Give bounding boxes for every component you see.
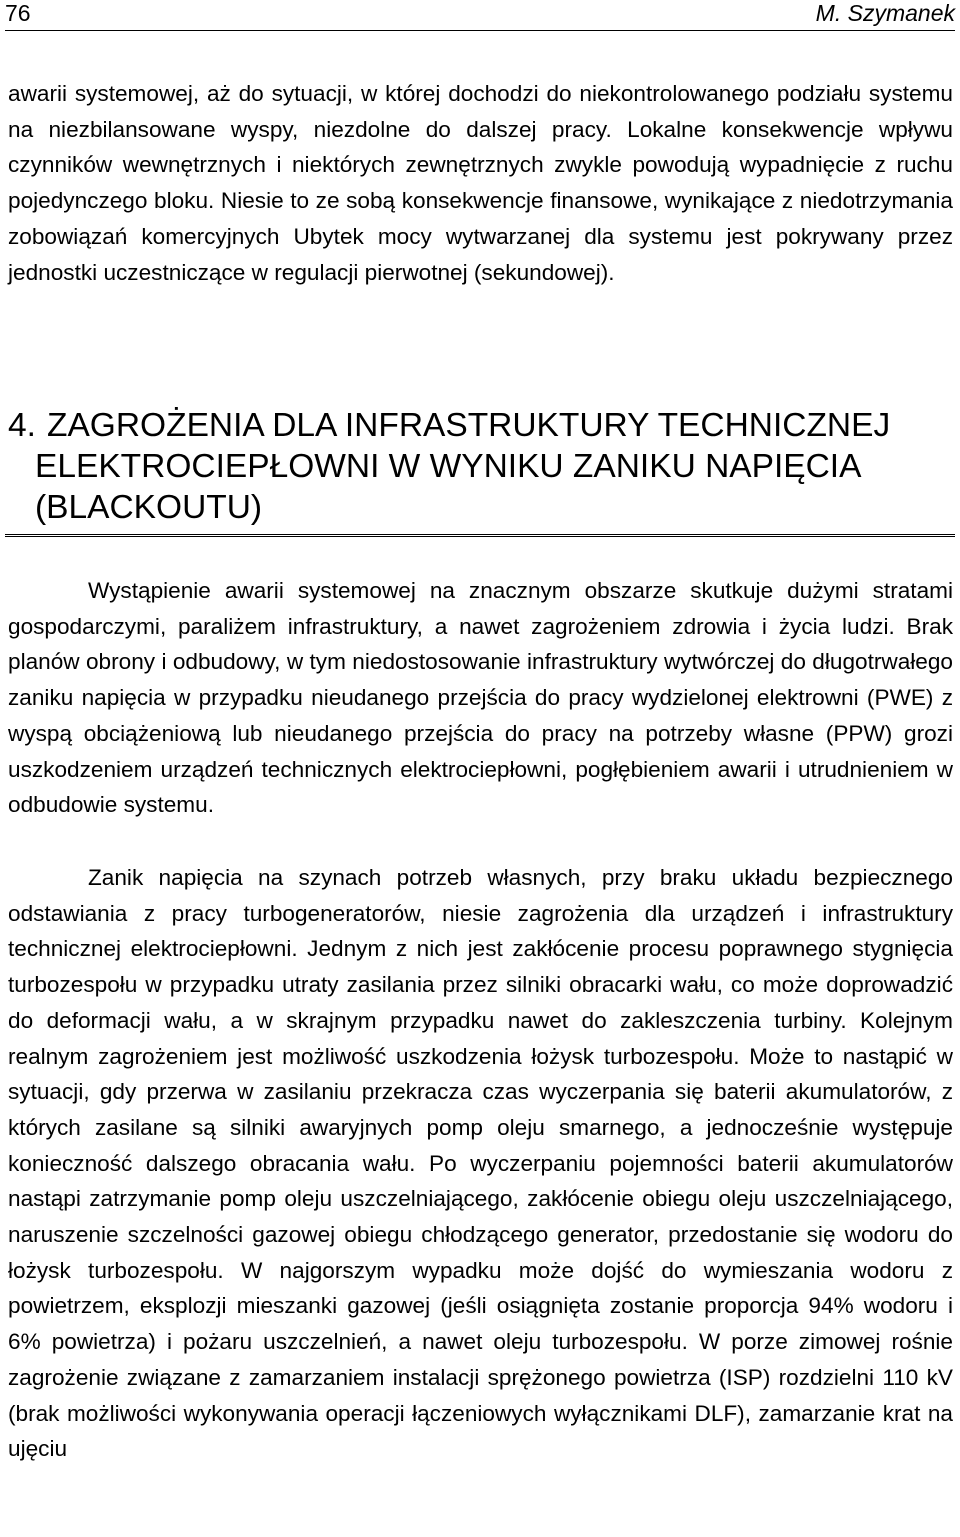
- section-title-line-3: (BLACKOUTU): [35, 489, 263, 526]
- page-header: [5, 0, 955, 31]
- section-heading: [8, 405, 953, 528]
- paragraph-intro: awarii systemowej, aż do sytuacji, w której dochodzi do niekontrolowanego podziału systemu na niezbilansowane wyspy, niezdolne do dalszej pracy. Lokalne konsekwencje wpływu czynników wewnętrznych i niektórych zewnętrznych zwykle powodują wypadnięcie z ruchu pojedynczego bloku. Niesie to ze sobą konsekwencje finansowe, wynikające z niedotrzymania zobowiązań komercyjnych Ubytek mocy wytwarzanej dla systemu jest pokrywany przez jednostki uczestniczące w regulacji pierwotnej (sekundowej).: [8, 81, 953, 285]
- paragraph-systemic-failure: Wystąpienie awarii systemowej na znacznym obszarze skutkuje dużymi stratami gospodarczymi, paraliżem infrastruktury, a nawet zagrożeniem zdrowia i życia ludzi. Brak planów obrony i odbudowy, w tym niedostosowanie infrastruktury wytwórczej do długotrwałego zaniku napięcia w przypadku nieudanego przejścia do pracy wydzielonej elektrowni (PWE) z wyspą obciążeniową lub nieudanego przejścia do pracy na potrzeby własne (PPW) grozi uszkodzeniem urządzeń technicznych elektrociepłowni, pogłębieniem awarii i utrudnieniem w odbudowie systemu.: [8, 578, 953, 818]
- section-title-line-1: ZAGROŻENIA DLA INFRASTRUKTURY TECHNICZNEJ: [47, 407, 891, 444]
- paragraph-voltage-loss: Zanik napięcia na szynach potrzeb własnych, przy braku układu bezpiecznego odstawiania z pracy turbogeneratorów, niesie zagrożenia dla urządzeń i infrastruktury technicznej elektrociepłowni. Jednym z nich jest zakłócenie procesu poprawnego stygnięcia turbozespołu w przypadku utraty zasilania przez silniki obracarki wału, co może doprowadzić do deformacji wału, a w skrajnym przypadku nawet do zakleszczenia turbiny. Kolejnym realnym zagrożeniem jest możliwość uszkodzenia łożysk turbozespołu. Może to nastąpić w sytuacji, gdy przerwa w zasilaniu przekracza czas wyczerpania się baterii akumulatorów, z których zasilane są silniki awaryjnych pomp oleju smarnego, a jednocześnie występuje konieczność dalszego obracania wału. Po wyczerpaniu pojemności baterii akumulatorów nastąpi zatrzymanie pomp oleju uszczelniającego, zakłócenie obiegu oleju uszczelniającego, naruszenie szczelności gazowej obiegu chłodzącego generator, przedostanie się wodoru do łożysk turbozespołu. W najgorszym wypadku może dojść do wymieszania wodoru z powietrzem, eksplozji mieszanki gazowej (jeśli osiągnięta zostanie proporcja 94% wodoru i 6% powietrza) i pożaru uszczelnień, a nawet oleju turbozespołu. W porze zimowej rośnie zagrożenie związane z zamarzaniem instalacji sprężonego powietrza (ISP) rozdzielni 110 kV (brak możliwości wykonywania operacji łączeniowych wyłącznikami DLF), zamarzanie krat na ujęciu: [8, 865, 953, 1462]
- section-number: 4.: [8, 407, 36, 444]
- running-head-author: M. Szymanek: [815, 0, 955, 26]
- page-number: 76: [5, 0, 31, 26]
- section-divider: [5, 534, 955, 537]
- section-heading-line-1: [8, 405, 953, 446]
- section-title-line-2: ELEKTROCIEPŁOWNI W WYNIKU ZANIKU NAPIĘCIA: [35, 448, 862, 485]
